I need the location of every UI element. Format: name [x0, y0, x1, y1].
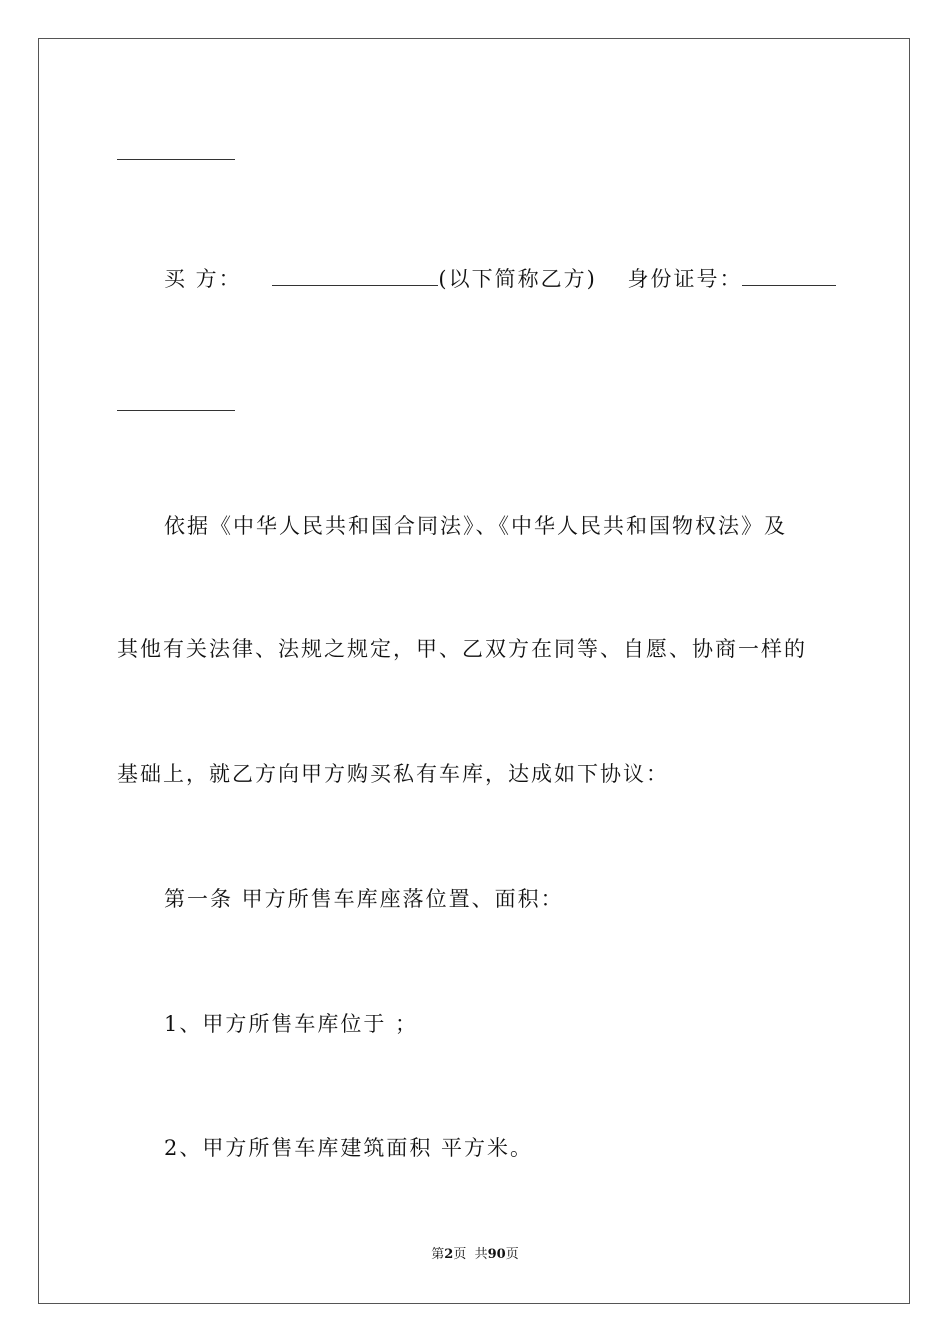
total-page-number: 90	[487, 1247, 506, 1262]
article-1-item-2: 2、甲方所售车库建筑面积 平方米。	[164, 1136, 534, 1160]
article-1-heading: 第一条 甲方所售车库座落位置、面积：	[164, 887, 564, 911]
id-number-field[interactable]	[742, 267, 836, 286]
page-border	[38, 38, 910, 1304]
current-page-number: 2	[444, 1247, 454, 1262]
blank-line-id	[117, 391, 235, 417]
buyer-line	[164, 266, 836, 292]
paragraph-line-2: 其他有关法律、法规之规定，甲、乙双方在同等、自愿、协商一样的	[117, 637, 807, 661]
paragraph-line-1: 依据《中华人民共和国合同法》、《中华人民共和国物权法》及	[164, 514, 787, 538]
footer-mid: 页 共	[453, 1247, 488, 1262]
buyer-note: (以下简称乙方)	[438, 267, 597, 291]
footer-suffix: 页	[505, 1247, 519, 1262]
page-footer	[0, 1247, 950, 1263]
article-1-item-1: 1、甲方所售车库位于 ；	[164, 1012, 419, 1036]
id-label: 身份证号：	[627, 267, 743, 291]
blank-field[interactable]	[117, 392, 235, 411]
buyer-label: 买 方：	[164, 267, 242, 291]
paragraph-line-3: 基础上，就乙方向甲方购买私有车库，达成如下协议：	[117, 762, 669, 786]
blank-line-top	[117, 140, 235, 166]
blank-field[interactable]	[117, 141, 235, 160]
footer-prefix: 第	[431, 1247, 445, 1262]
buyer-name-field[interactable]	[272, 267, 438, 286]
